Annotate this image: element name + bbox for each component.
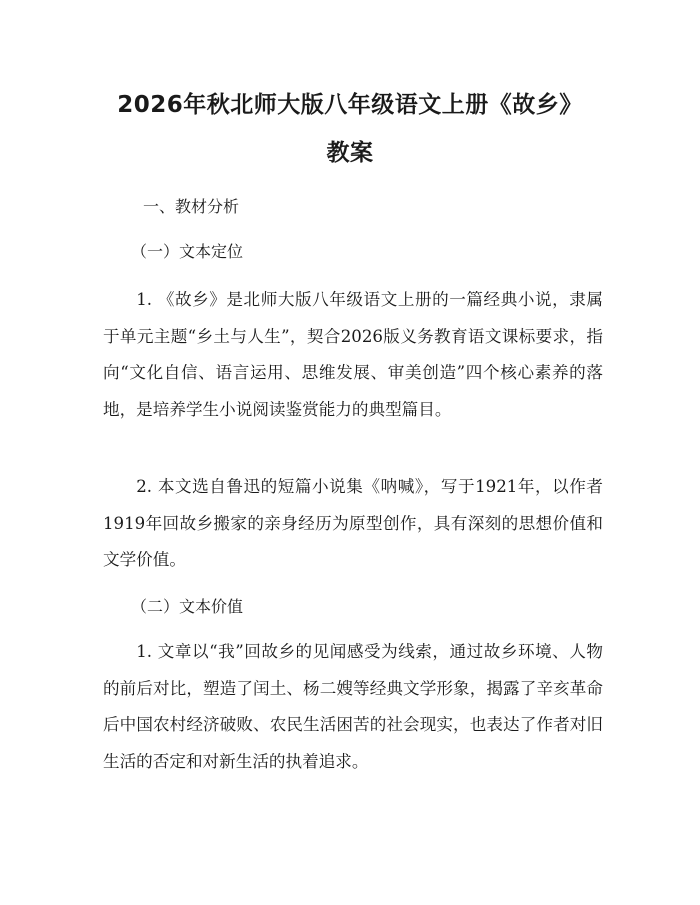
document-title-line1: 2026年秋北师大版八年级语文上册《故乡》 (117, 92, 583, 118)
section-heading-textbook-analysis: 一、教材分析 (143, 197, 240, 216)
subsection-heading-text-value: （二）文本价值 (131, 597, 244, 616)
subsection-heading-text-positioning: （一）文本定位 (131, 242, 244, 261)
document-title-line2: 教案 (326, 140, 374, 166)
paragraph: 1. 《故乡》是北师大版八年级语文上册的一篇经典小说，隶属于单元主题“乡土与人生”，契合2026版义务教育语文课标要求，指向“文化自信、语言运用、思维发展、审美创造”四个核心素养的落地，是培养学生小说阅读鉴赏能力的典型篇目。 (103, 290, 603, 419)
paragraph: 2. 本文选自鲁迅的短篇小说集《呐喊》，写于1921年，以作者1919年回故乡搬家的亲身经历为原型创作，具有深刻的思想价值和文学价值。 (103, 477, 603, 569)
paragraph: 1. 文章以“我”回故乡的见闻感受为线索，通过故乡环境、人物的前后对比，塑造了闰土、杨二嫂等经典文学形象，揭露了辛亥革命后中国农村经济破败、农民生活困苦的社会现实，也表达了作者对旧生活的否定和对新生活的执着追求。 (103, 642, 603, 771)
